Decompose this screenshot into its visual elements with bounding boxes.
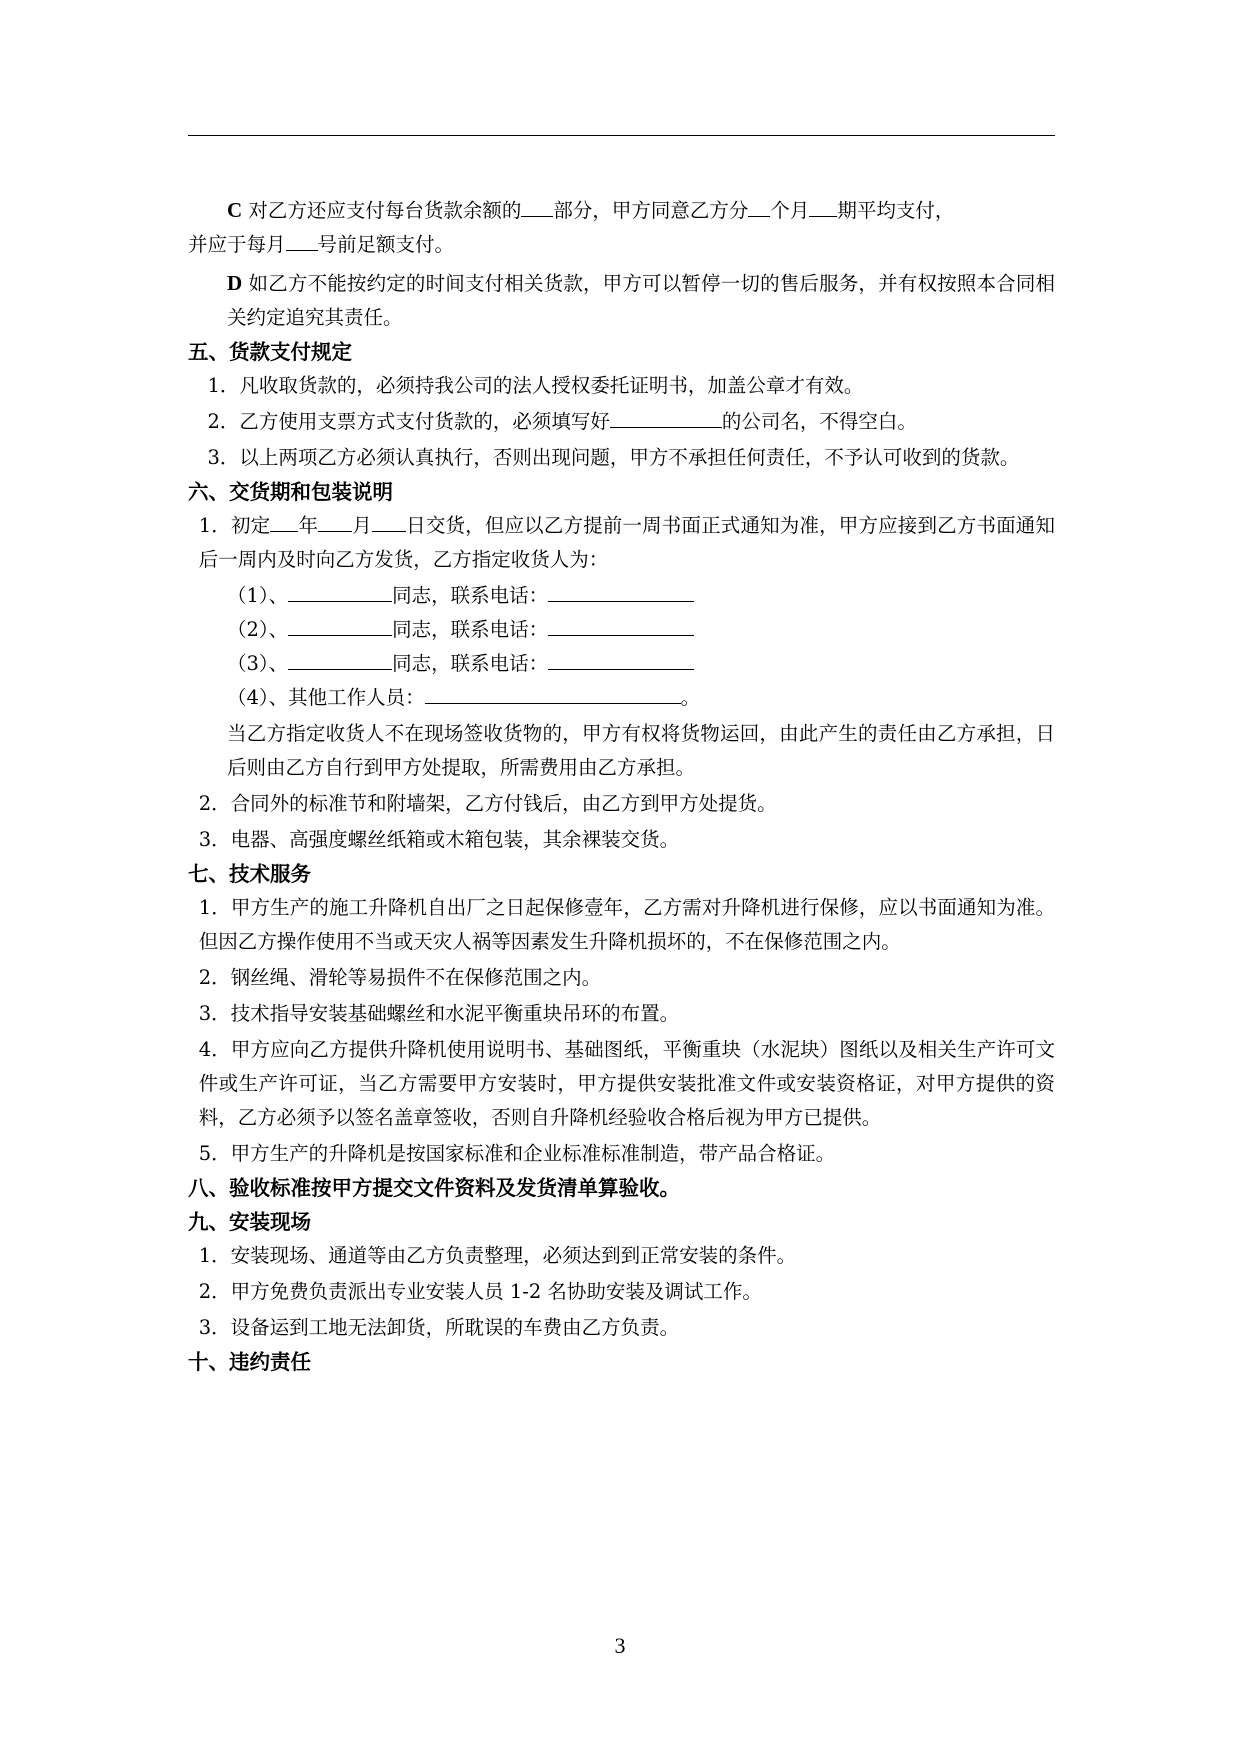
s9-item-1: 1．安装现场、通道等由乙方负责整理，必须达到到正常安装的条件。 <box>198 1244 797 1267</box>
section-9-title: 九、安装现场 <box>188 1210 311 1234</box>
blank-field[interactable] <box>286 231 318 251</box>
s6-note: 当乙方指定收货人不在现场签收货物的，甲方有权将货物运回，由此产生的责任由乙方承担，日后则由乙方自行到甲方处提取，所需费用由乙方承担。 <box>227 722 1055 779</box>
s7-item-2: 2．钢丝绳、滑轮等易损件不在保修范围之内。 <box>198 966 602 989</box>
s6-item-3: 3．电器、高强度螺丝纸箱或木箱包装，其余裸装交货。 <box>198 828 680 851</box>
s7-item-4: 4．甲方应向乙方提供升降机使用说明书、基础图纸，平衡重块（水泥块）图纸以及相关生产许可文件或生产许可证，当乙方需要甲方安装时，甲方提供安装批准文件或安装资格证，对甲方提供的资料，乙方必须予以签名盖章签收，否则自升降机经验收合格后视为甲方已提供。 <box>198 1038 1055 1129</box>
clause-d: D 如乙方不能按约定的时间支付相关货款，甲方可以暂停一切的售后服务，并有权按照本合同相关约定追究其责任。 <box>227 271 1055 329</box>
consignee-phone-field[interactable] <box>548 582 694 602</box>
page-number: 3 <box>614 1633 626 1658</box>
s5-item-2: 2．乙方使用支票方式支付货款的，必须填写好 的公司名，不得空白。 <box>207 410 917 433</box>
consignee-name-field[interactable] <box>288 582 392 602</box>
consignee-name-field[interactable] <box>288 616 392 636</box>
blank-field[interactable] <box>748 197 770 217</box>
consignee-phone-field[interactable] <box>548 650 694 670</box>
consignee-row-3: （3）、 同志，联系电话： <box>188 647 1055 681</box>
consignee-phone-field[interactable] <box>548 616 694 636</box>
s7-item-5: 5．甲方生产的升降机是按国家标准和企业标准标准制造，带产品合格证。 <box>198 1142 836 1165</box>
s9-item-3: 3．设备运到工地无法卸货，所耽误的车费由乙方负责。 <box>198 1316 680 1339</box>
other-staff-field[interactable] <box>425 684 681 704</box>
s7-item-3: 3．技术指导安装基础螺丝和水泥平衡重块吊环的布置。 <box>198 1002 680 1025</box>
s9-item-2: 2．甲方免费负责派出专业安装人员 1-2 名协助安装及调试工作。 <box>198 1280 762 1303</box>
blank-field[interactable] <box>372 512 406 532</box>
s6-item-1: 1．初定 年 月 日交货，但应以乙方提前一周书面正式通知为准，甲方应接到乙方书面通知后一周内及时向乙方发货，乙方指定收货人为： <box>198 514 1055 571</box>
blank-field[interactable] <box>809 197 837 217</box>
s7-item-1: 1．甲方生产的施工升降机自出厂之日起保修壹年，乙方需对升降机进行保修，应以书面通知为准。但因乙方操作使用不当或天灾人祸等因素发生升降机损坏的，不在保修范围之内。 <box>198 896 1055 953</box>
contract-body <box>188 193 1055 1379</box>
s5-item-3: 3．以上两项乙方必须认真执行，否则出现问题，甲方不承担任何责任，不予认可收到的货款。 <box>207 446 1020 469</box>
header-rule <box>188 135 1055 136</box>
clause-c: C 对乙方还应支付每台货款余额的 部分，甲方同意乙方分 个月 期平均支付， <box>227 198 955 222</box>
blank-field[interactable] <box>270 512 298 532</box>
section-7-title: 七、技术服务 <box>188 862 311 886</box>
blank-field[interactable] <box>318 512 352 532</box>
s5-item-1: 1．凡收取货款的，必须持我公司的法人授权委托证明书，加盖公章才有效。 <box>207 374 864 397</box>
consignee-row-4: （4）、其他工作人员： 。 <box>227 686 701 709</box>
blank-field[interactable] <box>610 408 722 428</box>
blank-field[interactable] <box>521 197 553 217</box>
clause-c-cont: 并应于每月 号前足额支付。 <box>188 233 455 256</box>
consignee-row-2: （2）、 同志，联系电话： <box>188 613 1055 647</box>
section-8-title: 八、验收标准按甲方提交文件资料及发货清单算验收。 <box>188 1176 680 1200</box>
consignee-name-field[interactable] <box>288 650 392 670</box>
consignee-row-1: （1）、 同志，联系电话： <box>188 579 1055 613</box>
section-10-title: 十、违约责任 <box>188 1350 311 1374</box>
s6-item-2: 2．合同外的标准节和附墙架，乙方付钱后，由乙方到甲方处提货。 <box>198 792 777 815</box>
section-6-title: 六、交货期和包装说明 <box>188 480 393 504</box>
clause-letter: C <box>227 198 243 222</box>
section-5-title: 五、货款支付规定 <box>188 340 352 364</box>
